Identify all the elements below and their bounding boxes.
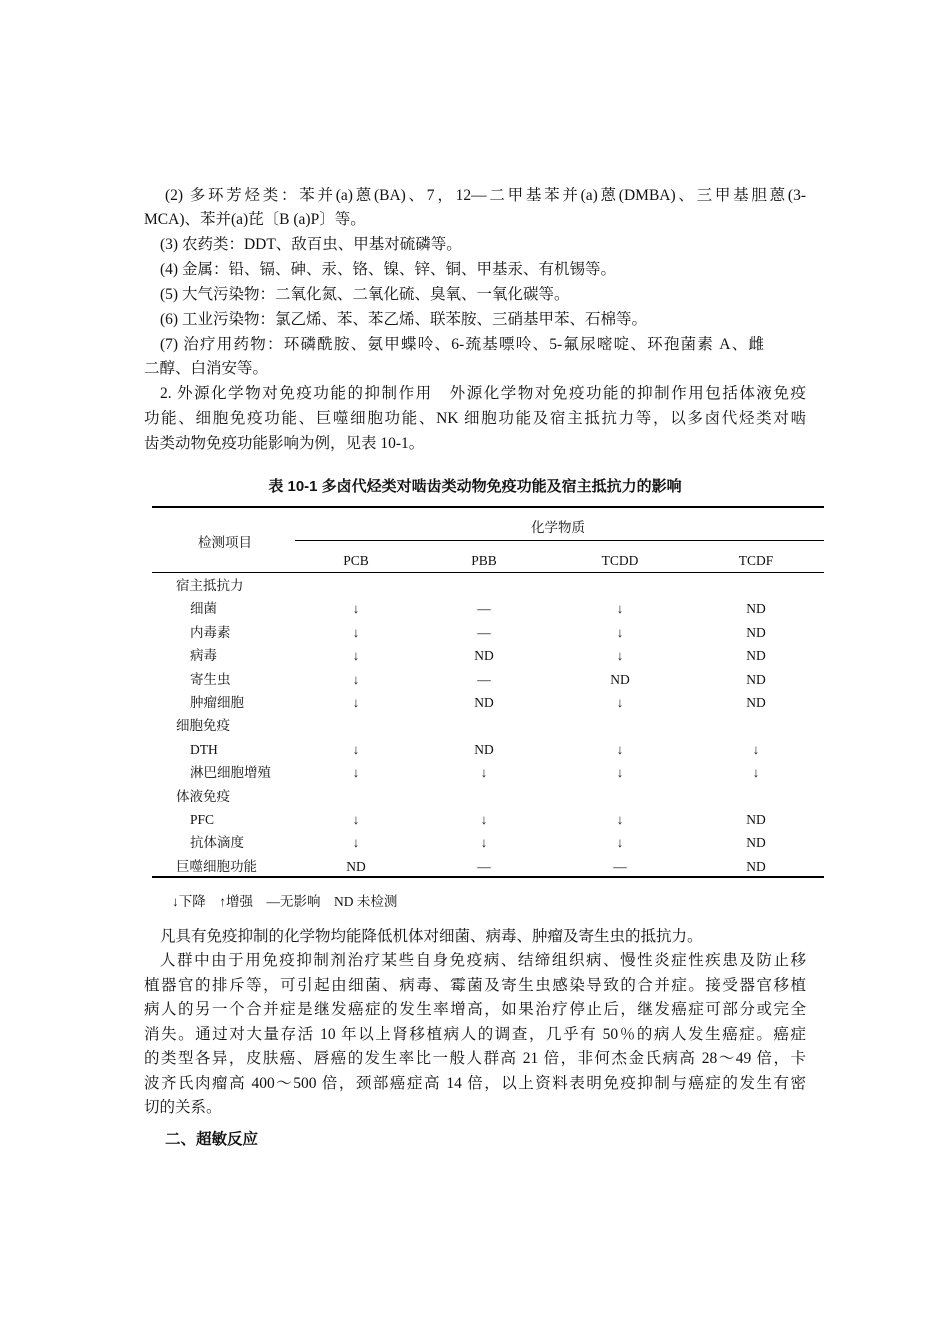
table-cell: —: [613, 858, 627, 874]
row-label: 肿瘤细胞: [190, 695, 244, 710]
table-cell: ↓: [480, 765, 488, 781]
paragraph-2-line: 切的关系。: [144, 1099, 222, 1116]
table-cell: ND: [474, 648, 494, 664]
table-cell: ND: [746, 624, 766, 640]
table-cell: ND: [474, 741, 494, 757]
table-cell: ↓: [352, 624, 360, 640]
section-2-line-3: 齿类动物免疫功能影响为例，见表 10-1。: [144, 435, 425, 452]
row-label: 内毒素: [190, 624, 231, 640]
table-cell: ↓: [616, 695, 624, 710]
table-cell: ↓: [616, 835, 624, 851]
item-6: (6) 工业污染物：氯乙烯、苯、苯乙烯、联苯胺、三硝基甲苯、石棉等。: [160, 311, 647, 328]
table-bottom-rule: [152, 876, 824, 878]
table-cell: ↓: [352, 648, 360, 664]
table-cell: ND: [746, 648, 766, 664]
table-cell: ↓: [616, 624, 624, 640]
table-cell: ↓: [616, 812, 624, 827]
table-cell: ↓: [352, 601, 360, 617]
table-cell: ↓: [352, 671, 360, 687]
column-header: TCDF: [738, 553, 774, 568]
paragraph-2-line: 波齐氏肉瘤高 400～500 倍，颈部癌症高 14 倍，以上资料表明免疫抑制与癌症的发生有密: [144, 1075, 806, 1092]
header-item: 检测项目: [198, 535, 252, 550]
row-group-label: 细胞免疫: [176, 718, 230, 734]
table-cell: ↓: [352, 835, 360, 851]
table-cell: ↓: [480, 812, 488, 827]
paragraph-2-line: 的类型各异，皮肤癌、唇癌的发生率比一般人群高 21 倍，非何杰金氏病高 28～49 倍，卡: [144, 1050, 806, 1067]
section-2-line-2: 功能、细胞免疫功能、巨噬细胞功能、NK 细胞功能及宿主抵抗力等，以多卤代烃类对啮: [144, 410, 806, 427]
paragraph-2-line: 消失。通过对大量存活 10 年以上肾移植病人的调查，几乎有 50％的病人发生癌症。癌症: [144, 1026, 806, 1043]
column-header: TCDD: [601, 553, 639, 568]
table-cell: ND: [746, 812, 766, 827]
row-label: 病毒: [190, 648, 217, 664]
table-cell: ↓: [352, 741, 360, 757]
table-cell: ↓: [352, 695, 360, 710]
table-cell: ND: [746, 695, 766, 710]
table-cell: ↓: [616, 741, 624, 757]
paragraph-1: 凡具有免疫抑制的化学物均能降低机体对细菌、病毒、肿瘤及寄生虫的抵抗力。: [160, 928, 703, 945]
row-group-label: 宿主抵抗力: [176, 578, 244, 593]
table-legend: ↓下降 ↑增强 —无影响 ND 未检测: [172, 894, 398, 909]
row-label: PFC: [190, 812, 215, 827]
table-header-rule: [152, 572, 824, 573]
table-cell: ND: [346, 858, 366, 874]
table-cell: ↓: [352, 765, 360, 781]
table-cell: ND: [746, 835, 766, 851]
table-cell: ↓: [616, 765, 624, 781]
table-top-rule: [152, 506, 824, 508]
table-title: 表 10-1 多卤代烃类对啮齿类动物免疫功能及宿主抵抗力的影响: [268, 478, 682, 495]
table-cell: ↓: [752, 741, 760, 757]
table-cell: ND: [610, 671, 630, 687]
table-cell: ↓: [352, 812, 360, 827]
item-2-line-1: (2) 多环芳烃类：苯并(a)蒽(BA)、7，12—二甲基苯并(a)蒽(DMBA)、三甲基胆蒽(3-: [165, 187, 806, 204]
item-7-line-1: (7) 治疗用药物：环磷酰胺、氨甲蝶呤、6-巯基嘌呤、5-氟尿嘧啶、环孢菌素 A、雌: [160, 336, 764, 353]
table-cell: ND: [474, 695, 494, 710]
row-label: 寄生虫: [190, 671, 231, 687]
table-cell: ND: [746, 858, 766, 874]
row-label: DTH: [190, 741, 218, 757]
item-3: (3) 农药类：DDT、敌百虫、甲基对硫磷等。: [160, 236, 462, 253]
item-2-line-2: MCA)、苯并(a)芘〔B (a)P〕等。: [144, 211, 366, 228]
paragraph-2-line: 人群中由于用免疫抑制剂治疗某些自身免疫病、结缔组织病、慢性炎症性疾患及防止移: [160, 952, 806, 969]
item-5: (5) 大气污染物：二氧化氮、二氧化硫、臭氧、一氧化碳等。: [160, 286, 570, 303]
table-cell: —: [477, 601, 491, 617]
section-heading: 二、超敏反应: [165, 1131, 259, 1148]
table-cell: ↓: [480, 835, 488, 851]
table-cell: —: [477, 671, 491, 687]
table-cell: ↓: [616, 648, 624, 664]
row-label: 淋巴细胞增殖: [190, 765, 271, 781]
item-4: (4) 金属：铅、镉、砷、汞、铬、镍、锌、铜、甲基汞、有机锡等。: [160, 261, 616, 278]
row-group-label: 体液免疫: [176, 788, 230, 804]
table-cell: ND: [746, 601, 766, 617]
row-group-label: 巨噬细胞功能: [176, 858, 257, 874]
row-label: 细菌: [190, 601, 217, 617]
table-cell: —: [477, 858, 491, 874]
table-cell: ↓: [616, 601, 624, 617]
table-cell: —: [477, 624, 491, 640]
table-cell: ↓: [752, 765, 760, 781]
header-group: 化学物质: [531, 520, 585, 535]
row-label: 抗体滴度: [190, 835, 244, 851]
column-header: PBB: [471, 553, 497, 568]
table-cell: ND: [746, 671, 766, 687]
column-header: PCB: [343, 553, 369, 568]
paragraph-2-line: 植器官的排斥等，可引起由细菌、病毒、霉菌及寄生虫感染导致的合并症。接受器官移植: [144, 977, 806, 994]
item-7-line-2: 二醇、白消安等。: [144, 360, 269, 377]
paragraph-2-line: 病人的另一个合并症是继发癌症的发生率增高，如果治疗停止后，继发癌症可部分或完全: [144, 1001, 806, 1018]
table-group-rule: [295, 540, 824, 541]
section-2-line-1: 2. 外源化学物对免疫功能的抑制作用 外源化学物对免疫功能的抑制作用包括体液免疫: [160, 385, 806, 402]
